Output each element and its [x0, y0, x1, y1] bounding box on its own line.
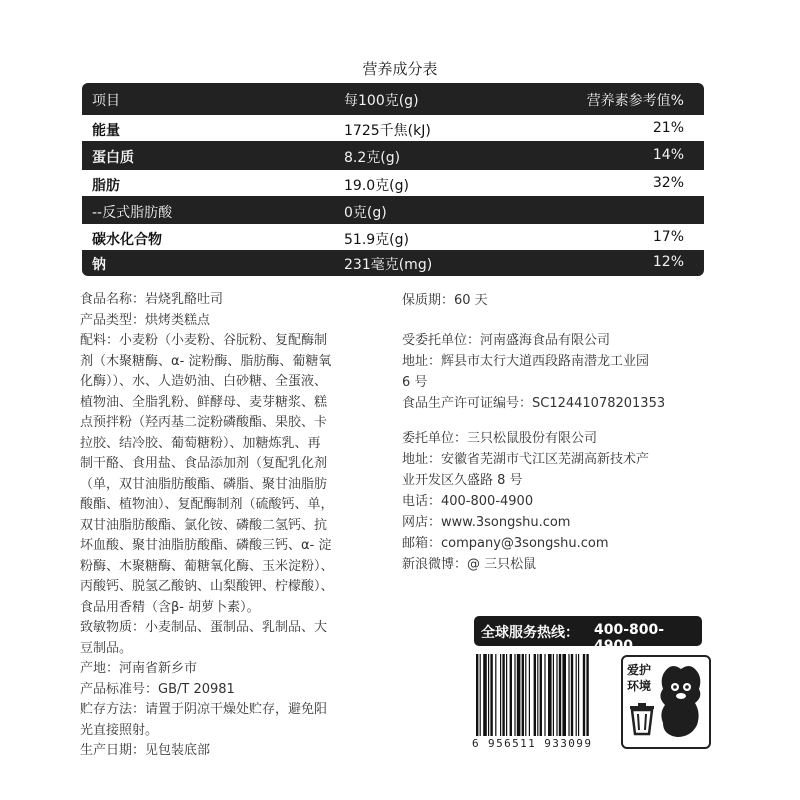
barcode-bar: [502, 654, 504, 736]
info-line: 生产日期：见包装底部: [80, 743, 211, 758]
header-per100g: 每100克(g): [344, 93, 419, 109]
barcode-bar: [514, 654, 515, 736]
info-line: 6 号: [402, 375, 428, 390]
hotline-number: 400-800-4900: [594, 622, 665, 654]
info-line: 食品名称：岩烧乳酪吐司: [80, 292, 224, 307]
barcode-bar: [583, 654, 585, 736]
barcode-bar: [534, 654, 536, 736]
info-line: 地址：安徽省芜湖市弋江区芜湖高新技术产: [402, 452, 650, 467]
barcode-bar: [540, 654, 542, 736]
row-value: 19.0克(g): [344, 178, 409, 194]
info-line: 植物油、全脂乳粉、鲜酵母、麦芽糖浆、糕: [80, 394, 328, 410]
info-line: 酸酯、植物油）、复配酶制剂（硫酸钙、单，: [80, 497, 334, 512]
table-row: [82, 170, 704, 196]
info-line: 化酶））、水、人造奶油、白砂糖、全蛋液、: [80, 374, 328, 389]
row-value: 231毫克(mg): [344, 257, 433, 273]
barcode-bar: [553, 654, 554, 736]
info-line: 电话：400-800-4900: [402, 494, 534, 509]
header-item: 项目: [92, 93, 120, 109]
barcode-bar: [571, 654, 573, 736]
row-name: 钠: [92, 257, 106, 273]
shelf-life-text: 保质期：60 天: [402, 293, 488, 308]
barcode-bar: [537, 654, 538, 736]
recycle-bin-icon: [628, 702, 656, 736]
nutrition-title: 营养成分表: [362, 60, 438, 78]
barcode-bar: [562, 654, 566, 736]
shelf-life: [402, 290, 712, 311]
table-row: [82, 224, 704, 250]
row-value: 1725千焦(kJ): [344, 123, 431, 139]
eco-label: [627, 662, 657, 694]
barcode-bar: [495, 654, 496, 736]
info-line: 受委托单位：河南盛海食品有限公司: [402, 333, 611, 348]
barcode-bar: [556, 654, 557, 736]
info-line: 致敏物质：小麦制品、蛋制品、乳制品、大: [80, 620, 328, 635]
eco-label-line: 爱护: [627, 663, 652, 677]
info-line: 豆制品。: [80, 640, 133, 656]
table-row: [82, 197, 704, 223]
info-line: 产地：河南省新乡市: [80, 661, 198, 676]
barcode-bar: [578, 654, 579, 736]
info-line: 点预拌粉（羟丙基二淀粉磷酸酯、果胶、卡: [80, 415, 328, 430]
barcode-bar: [525, 654, 526, 736]
table-header-row: [82, 85, 704, 111]
info-line: 拉胶、结冷胶、葡萄糖粉）、加糖炼乳、再: [80, 435, 321, 451]
info-line: 产品类型：烘烤类糕点: [80, 312, 211, 328]
hotline-label: 全球服务热线：: [481, 625, 579, 641]
squirrel-mascot-icon: [657, 663, 705, 741]
row-name: --反式脂肪酸: [92, 205, 173, 221]
info-line: 坏血酸、聚甘油脂肪酸酯、磷酸三钙、α- 淀: [80, 538, 332, 553]
info-line: 粉酶、木聚糖酶、葡糖氧化酶、玉米淀粉）、: [80, 558, 334, 574]
info-line: 产品标准号：GB/T 20981: [80, 681, 235, 697]
table-row: [82, 115, 704, 141]
entrusted-manufacturer-info: [402, 330, 712, 414]
row-name: 脂肪: [92, 178, 120, 194]
row-name: 碳水化合物: [92, 232, 162, 248]
info-line: 双甘油脂肪酸酯、氯化铵、磷酸二氢钙、抗: [80, 517, 328, 533]
row-value: 51.9克(g): [344, 232, 409, 248]
info-line: 委托单位：三只松鼠股份有限公司: [402, 431, 598, 446]
barcode-bar: [500, 654, 501, 736]
barcode-bar: [476, 654, 478, 736]
barcode-bar: [559, 654, 561, 736]
header-nrv: 营养素参考值%: [586, 93, 684, 109]
info-line: 光直接照射。: [80, 722, 159, 738]
info-line: 地址：辉县市太行大道西段路南潜龙工业园: [402, 354, 650, 369]
info-line: 食品用香精（含β- 胡萝卜素）。: [80, 599, 260, 615]
info-line: 制干酪、食用盐、食品添加剂（复配乳化剂: [80, 456, 328, 471]
info-line: 贮存方法：请置于阴凉干燥处贮存，避免阳: [80, 702, 328, 717]
eco-label-line: 环境: [627, 679, 652, 693]
row-nrv: 32%: [652, 175, 684, 191]
info-line: 食品生产许可证编号：SC12441078201353: [402, 396, 666, 411]
row-nrv: 12%: [652, 254, 684, 270]
barcode-bar: [529, 654, 530, 736]
barcode-bar: [488, 654, 489, 736]
barcode-bar: [568, 654, 569, 736]
barcode-bar: [506, 654, 507, 736]
barcode-bar: [548, 654, 552, 736]
barcode-bar: [586, 654, 588, 736]
barcode-bar: [517, 654, 521, 736]
row-nrv: 17%: [652, 229, 684, 245]
info-line: 剂（木聚糖酶、α- 淀粉酶、脂肪酶、葡糖氧: [80, 353, 332, 369]
row-nrv: 14%: [652, 147, 684, 163]
row-nrv: 21%: [652, 120, 684, 136]
row-value: 8.2克(g): [344, 150, 401, 166]
table-row: [82, 142, 704, 168]
client-company-info: [402, 428, 712, 575]
info-line: 业开发区久盛路 8 号: [402, 473, 523, 488]
barcode-bar: [576, 654, 577, 736]
row-name: 蛋白质: [92, 150, 134, 166]
barcode-bar: [480, 654, 481, 736]
info-line: 网店：www.3songshu.com: [402, 515, 571, 530]
info-line: 丙酸钙、脱氢乙酸钠、山梨酸钾、柠檬酸）、: [80, 579, 334, 594]
nutrition-table: [82, 83, 704, 276]
info-line: 新浪微博：@ 三只松鼠: [402, 557, 537, 572]
info-line: 配料：小麦粉（小麦粉、谷朊粉、复配酶制: [80, 333, 328, 348]
barcode-number: 6 956511 933099: [472, 737, 593, 750]
barcode-bar: [544, 654, 545, 736]
row-value: 0克(g): [344, 205, 387, 221]
barcode-bar: [522, 654, 524, 736]
service-hotline-banner: [474, 616, 702, 654]
table-row: [82, 249, 704, 275]
info-line: 邮箱：company@3songshu.com: [402, 536, 609, 551]
barcode-bar: [510, 654, 512, 736]
product-info-text: [80, 290, 402, 762]
barcode-bar: [490, 654, 492, 736]
barcode-bar: [483, 654, 487, 736]
row-name: 能量: [92, 123, 120, 139]
info-line: （单，双甘油脂肪酸酯、磷脂、聚甘油脂肪: [80, 476, 328, 492]
eco-badge: [621, 655, 711, 749]
